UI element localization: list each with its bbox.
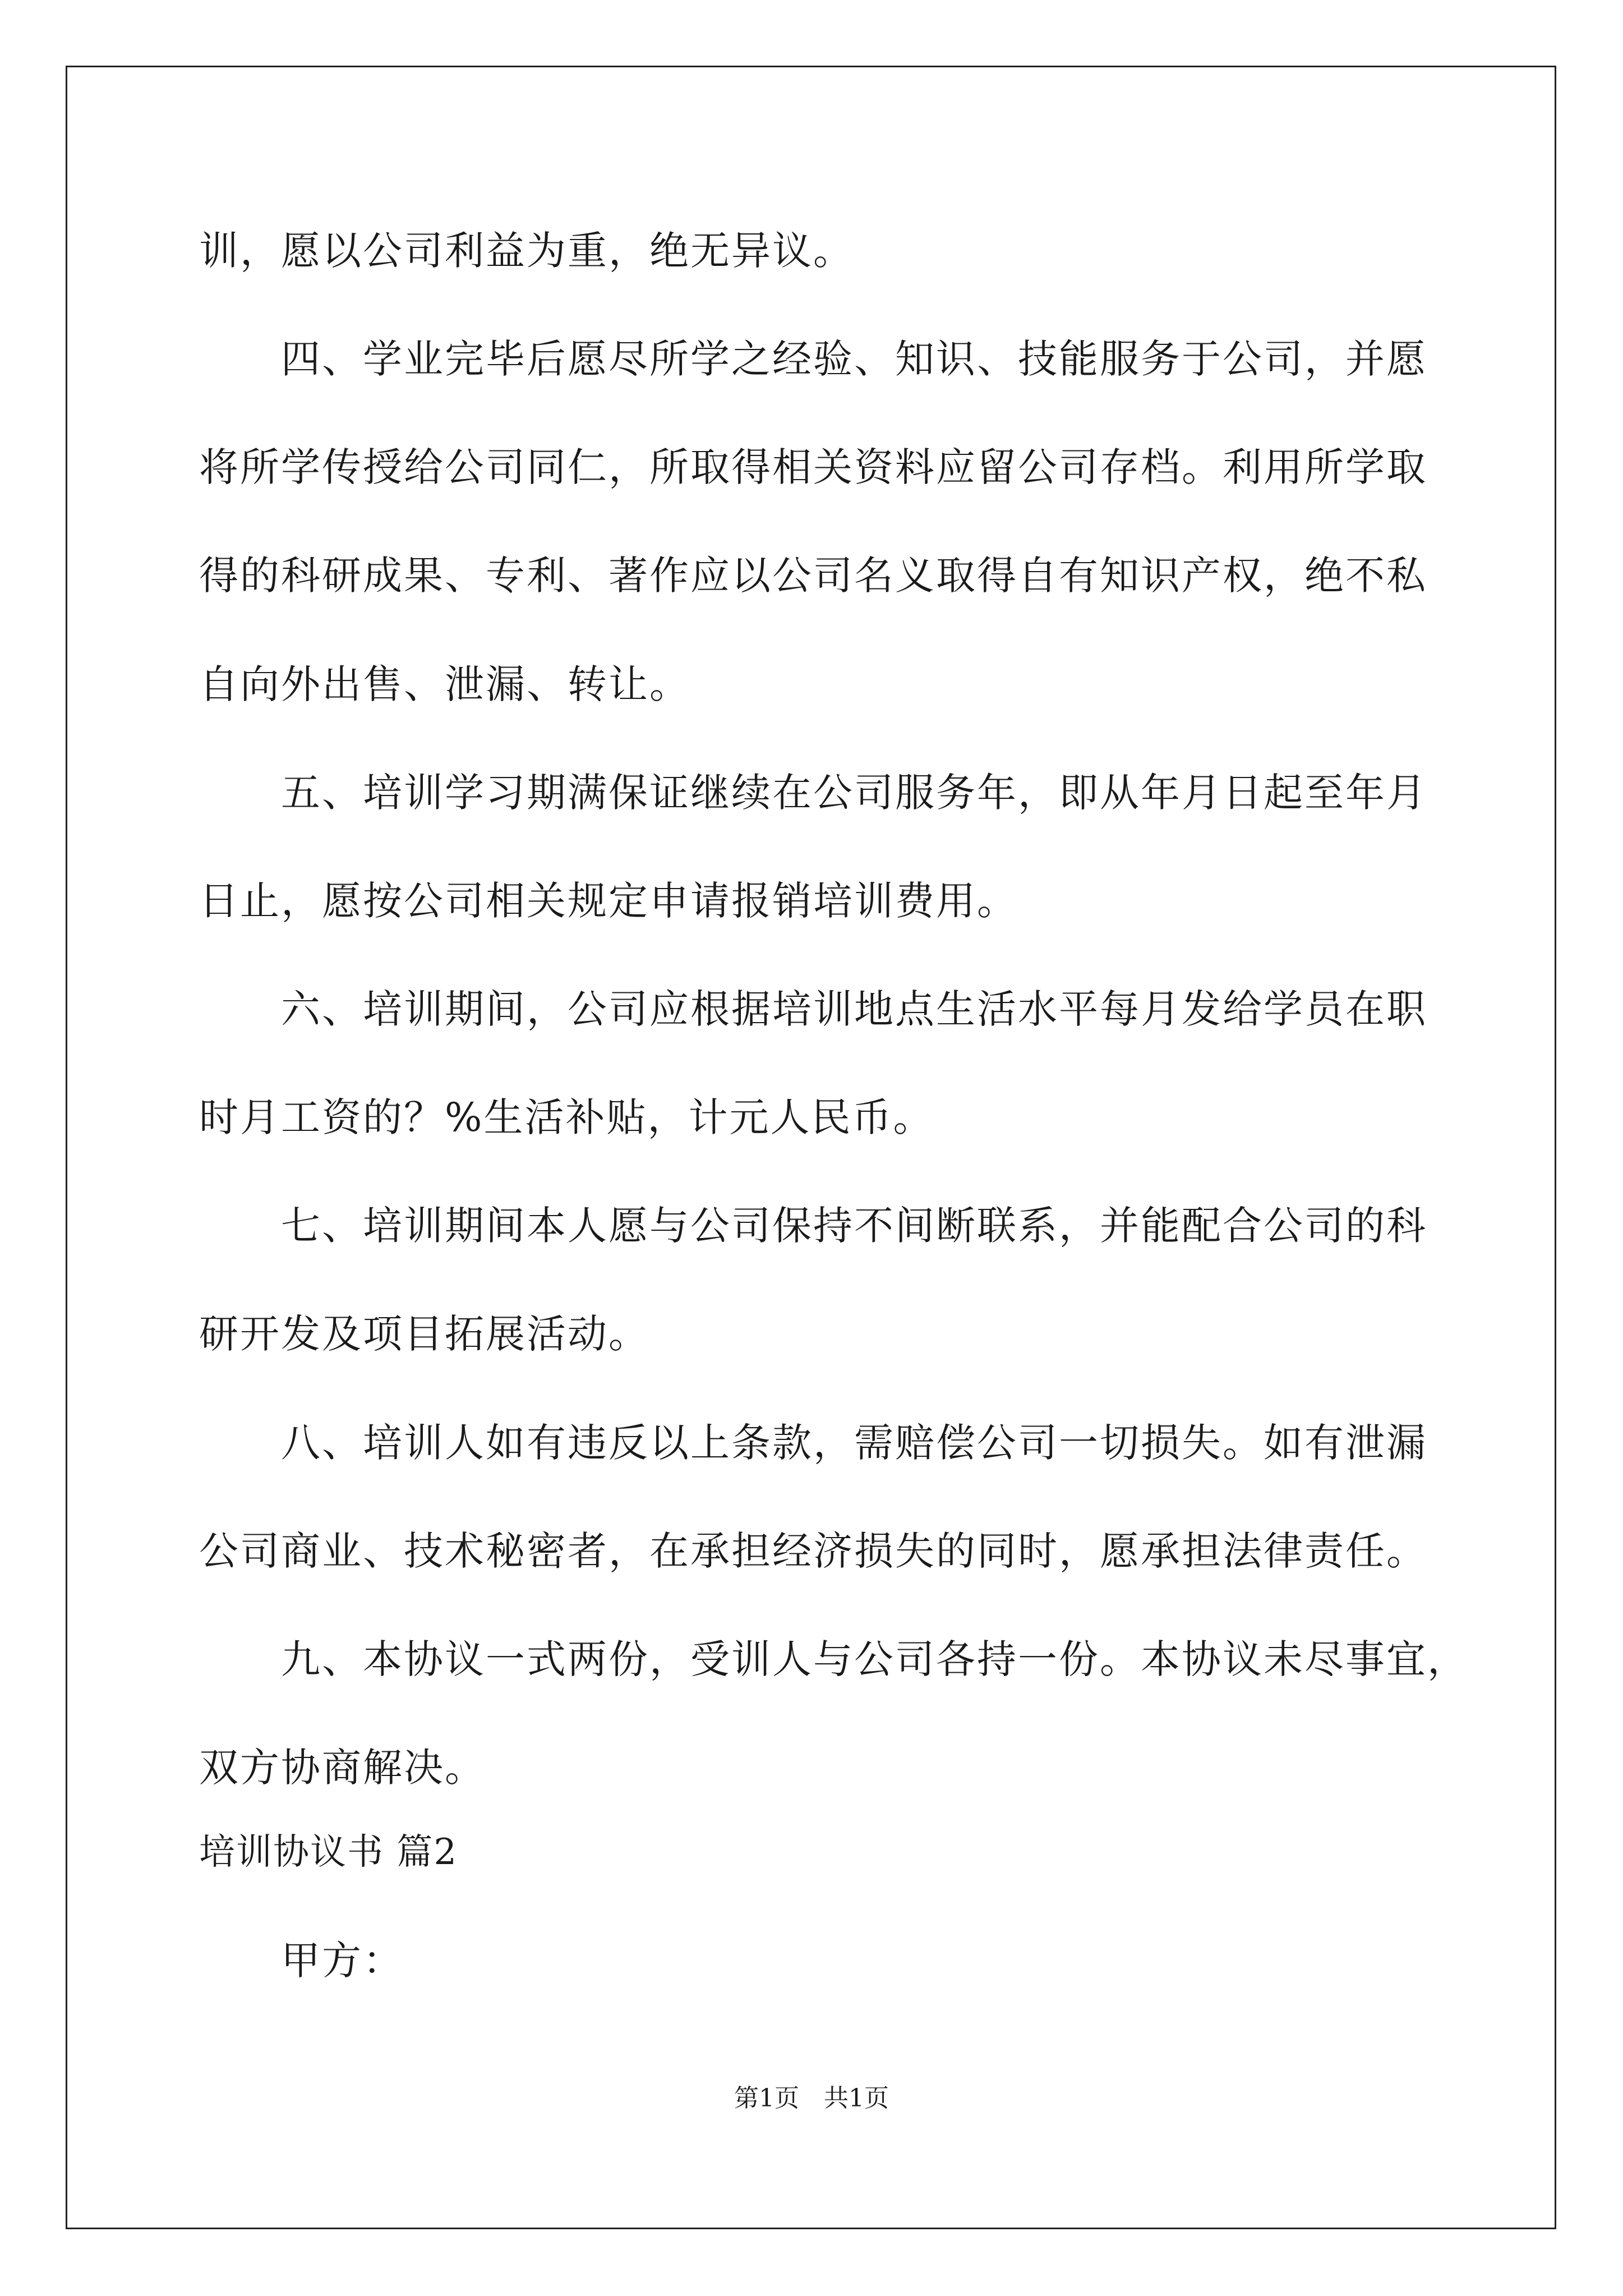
paragraph-line: 公司商业、技术秘密者，在承担经济损失的同时，愿承担法律责任。 (199, 1528, 1427, 1574)
paragraph-line: 七、培训期间本人愿与公司保持不间断联系，并能配合公司的科 (199, 1203, 1427, 1249)
paragraph-line: 研开发及项目拓展活动。 (199, 1311, 649, 1357)
paragraph-line: 日止，愿按公司相关规定申请报销培训费用。 (199, 878, 1018, 924)
page-frame (66, 66, 1556, 2229)
paragraph-line: 自向外出售、泄漏、转让。 (199, 661, 690, 707)
paragraph-line: 八、培训人如有违反以上条款，需赔偿公司一切损失。如有泄漏 (199, 1420, 1427, 1466)
paragraph-line: 时月工资的？%生活补贴，计元人民币。 (199, 1094, 934, 1140)
paragraph-line: 四、学业完毕后愿尽所学之经验、知识、技能服务于公司，并愿 (199, 336, 1427, 382)
party-a-label: 甲方： (199, 1938, 404, 1984)
paragraph-line: 双方协商解决。 (199, 1745, 486, 1791)
paragraph-line: 将所学传授给公司同仁，所取得相关资料应留公司存档。利用所学取 (199, 444, 1427, 490)
paragraph-line: 训，愿以公司利益为重，绝无异议。 (199, 228, 854, 274)
page-footer: 第1页 共1页 (734, 2084, 889, 2113)
paragraph-line: 六、培训期间，公司应根据培训地点生活水平每月发给学员在职 (199, 986, 1427, 1032)
paragraph-line: 得的科研成果、专利、著作应以公司名义取得自有知识产权，绝不私 (199, 553, 1427, 599)
paragraph-line: 五、培训学习期满保证继续在公司服务年，即从年月日起至年月 (199, 770, 1427, 816)
paragraph-line: 九、本协议一式两份，受训人与公司各持一份。本协议未尽事宜， (199, 1636, 1468, 1682)
section-heading: 培训协议书 篇2 (199, 1832, 458, 1873)
